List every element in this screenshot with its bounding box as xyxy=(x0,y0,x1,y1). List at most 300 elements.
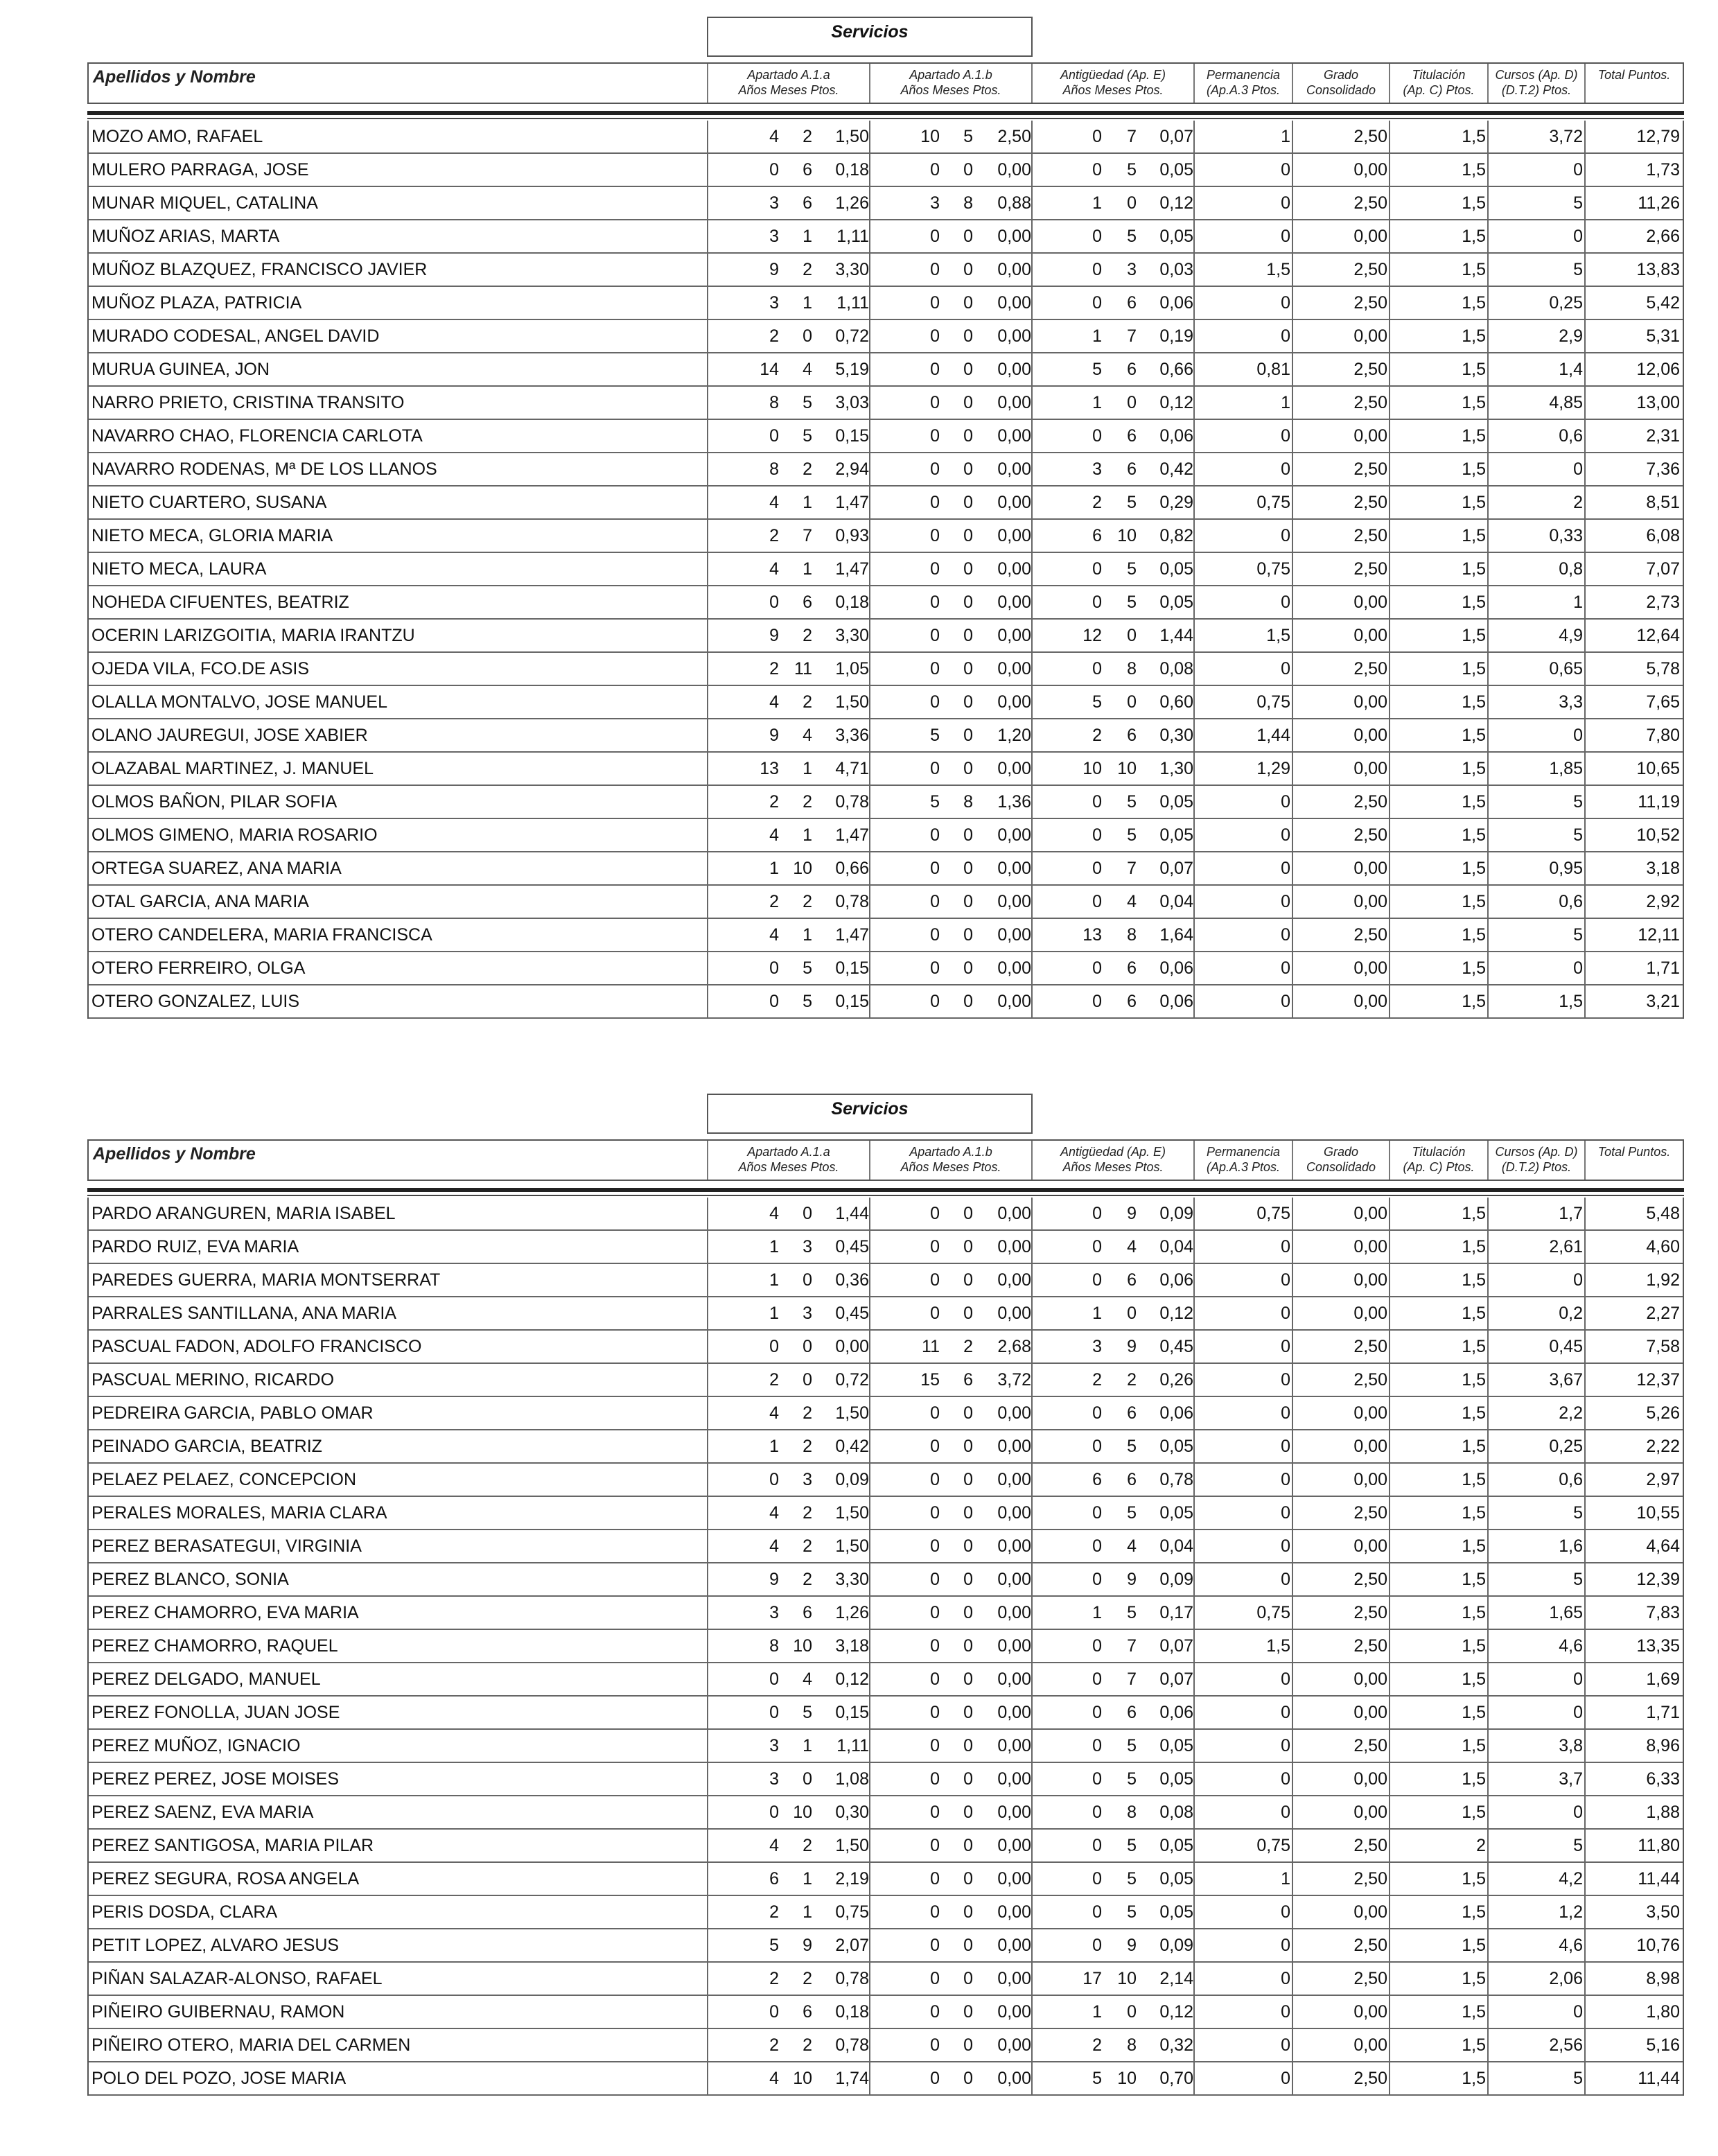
column-divider xyxy=(869,1464,870,1496)
cell-total: 5,31 xyxy=(1646,326,1680,346)
column-divider xyxy=(707,886,708,918)
column-divider xyxy=(1193,1497,1195,1529)
column-divider xyxy=(1031,520,1033,552)
cell-grado: 0,00 xyxy=(1353,859,1387,878)
cell-titulacion: 2 xyxy=(1476,1836,1486,1855)
cell-name: PARDO RUIZ, EVA MARIA xyxy=(91,1237,299,1256)
cell-a1a-months: 1 xyxy=(803,493,812,512)
cell-titulacion: 1,5 xyxy=(1462,1503,1486,1523)
cell-a1b-months: 0 xyxy=(963,1902,973,1922)
cell-total: 5,16 xyxy=(1646,2035,1680,2055)
cell-a1a-years: 1 xyxy=(769,1270,779,1290)
cell-titulacion: 1,5 xyxy=(1462,593,1486,612)
cell-cursos: 1,85 xyxy=(1549,759,1583,778)
column-header-row xyxy=(87,1139,1684,1181)
cell-grado: 2,50 xyxy=(1353,1869,1387,1888)
column-divider xyxy=(869,1530,870,1562)
table-row xyxy=(89,1896,1683,1929)
column-divider xyxy=(1584,919,1586,951)
column-divider xyxy=(1389,187,1390,219)
column-divider xyxy=(1031,852,1033,884)
cell-ant-points: 0,60 xyxy=(1159,692,1193,712)
table-row xyxy=(89,852,1683,886)
cell-cursos: 0,6 xyxy=(1559,892,1583,911)
cell-permanencia: 0,75 xyxy=(1256,692,1290,712)
cell-a1b-years: 0 xyxy=(930,859,940,878)
column-divider xyxy=(707,686,708,718)
cell-a1b-years: 10 xyxy=(920,127,940,146)
header-total: Total Puntos. xyxy=(1597,68,1671,82)
cell-a1b-months: 0 xyxy=(963,1669,973,1689)
column-divider xyxy=(1389,586,1390,618)
cell-a1b-months: 0 xyxy=(963,260,973,279)
table-row xyxy=(89,1663,1683,1697)
cell-titulacion: 1,5 xyxy=(1462,1204,1486,1223)
cell-a1b-points: 0,00 xyxy=(997,659,1031,678)
cell-a1b-points: 1,20 xyxy=(997,726,1031,745)
column-divider xyxy=(1193,187,1195,219)
cell-grado: 2,50 xyxy=(1353,659,1387,678)
cell-a1a-years: 0 xyxy=(769,160,779,179)
column-divider xyxy=(707,1597,708,1629)
cell-grado: 0,00 xyxy=(1353,1270,1387,1290)
cell-a1b-years: 0 xyxy=(930,360,940,379)
cell-a1b-months: 0 xyxy=(963,1437,973,1456)
cell-cursos: 0,33 xyxy=(1549,526,1583,545)
cell-ant-months: 4 xyxy=(1127,1237,1137,1256)
column-divider xyxy=(1487,387,1489,419)
column-divider xyxy=(869,2029,870,2061)
column-divider xyxy=(1031,1597,1033,1629)
column-divider xyxy=(1389,719,1390,751)
column-divider xyxy=(707,1397,708,1429)
cell-permanencia: 0,75 xyxy=(1256,1836,1290,1855)
cell-a1b-points: 0,00 xyxy=(997,360,1031,379)
column-divider xyxy=(1584,686,1586,718)
cell-cursos: 0 xyxy=(1573,227,1583,246)
column-divider xyxy=(1487,919,1489,951)
cell-total: 7,83 xyxy=(1646,1603,1680,1622)
column-divider xyxy=(869,1231,870,1263)
column-divider xyxy=(1487,1563,1489,1595)
table-row xyxy=(89,1231,1683,1264)
cell-grado: 2,50 xyxy=(1353,526,1387,545)
cell-a1a-points: 0,18 xyxy=(835,593,869,612)
column-divider xyxy=(1389,453,1390,485)
cell-name: NAVARRO RODENAS, Mª DE LOS LLANOS xyxy=(91,459,437,479)
column-divider xyxy=(707,553,708,585)
cell-a1a-months: 3 xyxy=(803,1237,812,1256)
cell-grado: 0,00 xyxy=(1353,2002,1387,2022)
cell-name: NAVARRO CHAO, FLORENCIA CARLOTA xyxy=(91,426,423,446)
column-divider xyxy=(1487,819,1489,851)
table-row xyxy=(89,985,1683,1019)
column-divider xyxy=(1584,1929,1586,1961)
cell-a1b-points: 0,00 xyxy=(997,958,1031,978)
cell-a1a-years: 2 xyxy=(769,792,779,812)
cell-grado: 2,50 xyxy=(1353,1736,1387,1755)
column-divider xyxy=(869,2062,870,2094)
cell-ant-months: 5 xyxy=(1127,1902,1137,1922)
cell-titulacion: 1,5 xyxy=(1462,1270,1486,1290)
table-row xyxy=(89,520,1683,553)
column-divider xyxy=(1584,1497,1586,1529)
cell-name: PARDO ARANGUREN, MARIA ISABEL xyxy=(91,1204,396,1223)
column-divider xyxy=(1292,1397,1293,1429)
cell-titulacion: 1,5 xyxy=(1462,127,1486,146)
cell-a1b-years: 0 xyxy=(930,1869,940,1888)
cell-name: PERIS DOSDA, CLARA xyxy=(91,1902,278,1922)
column-divider xyxy=(869,220,870,252)
table-row xyxy=(89,1198,1683,1231)
cell-a1b-points: 0,00 xyxy=(997,1669,1031,1689)
column-header-row xyxy=(87,62,1684,104)
cell-titulacion: 1,5 xyxy=(1462,958,1486,978)
cell-permanencia: 0 xyxy=(1281,326,1290,346)
cell-a1b-years: 0 xyxy=(930,559,940,579)
column-divider xyxy=(707,320,708,352)
cell-name: NARRO PRIETO, CRISTINA TRANSITO xyxy=(91,393,405,412)
cell-ant-months: 0 xyxy=(1127,1304,1137,1323)
column-divider xyxy=(1292,1763,1293,1795)
cell-a1b-years: 0 xyxy=(930,2069,940,2088)
cell-a1b-years: 0 xyxy=(930,1237,940,1256)
column-divider xyxy=(1031,154,1033,186)
column-divider xyxy=(1031,1364,1033,1396)
column-divider xyxy=(1193,420,1195,452)
column-divider xyxy=(1487,254,1489,286)
cell-cursos: 5 xyxy=(1573,1503,1583,1523)
column-divider xyxy=(707,520,708,552)
column-divider xyxy=(869,1597,870,1629)
cell-grado: 0,00 xyxy=(1353,1237,1387,1256)
cell-a1a-points: 1,50 xyxy=(835,692,869,712)
column-divider xyxy=(1584,453,1586,485)
column-divider xyxy=(1487,886,1489,918)
cell-grado: 2,50 xyxy=(1353,1936,1387,1955)
cell-ant-years: 0 xyxy=(1092,892,1102,911)
cell-ant-months: 5 xyxy=(1127,227,1137,246)
cell-a1b-months: 0 xyxy=(963,2002,973,2022)
cell-a1b-points: 2,68 xyxy=(997,1337,1031,1356)
column-divider xyxy=(869,553,870,585)
cell-a1a-years: 4 xyxy=(769,127,779,146)
cell-titulacion: 1,5 xyxy=(1462,1803,1486,1822)
cell-grado: 0,00 xyxy=(1353,1403,1387,1423)
cell-a1a-points: 1,11 xyxy=(836,1736,869,1755)
cell-a1a-months: 10 xyxy=(793,1636,812,1656)
cell-a1b-months: 0 xyxy=(963,293,973,313)
table-row xyxy=(89,154,1683,187)
cell-cursos: 5 xyxy=(1573,1836,1583,1855)
cell-grado: 0,00 xyxy=(1353,1803,1387,1822)
column-divider xyxy=(1193,1929,1195,1961)
cell-total: 4,64 xyxy=(1646,1536,1680,1556)
column-divider xyxy=(869,586,870,618)
cell-ant-months: 8 xyxy=(1127,2035,1137,2055)
cell-a1b-points: 0,00 xyxy=(997,2035,1031,2055)
cell-a1b-points: 0,00 xyxy=(997,1403,1031,1423)
column-divider xyxy=(1031,1231,1033,1263)
cell-permanencia: 0 xyxy=(1281,1736,1290,1755)
column-divider xyxy=(1584,1996,1586,2028)
column-divider xyxy=(1193,919,1195,951)
column-divider xyxy=(1292,786,1293,818)
cell-ant-years: 0 xyxy=(1092,1503,1102,1523)
column-divider xyxy=(869,1397,870,1429)
column-divider xyxy=(1193,1430,1195,1462)
column-divider xyxy=(1487,1231,1489,1263)
cell-name: MUÑOZ BLAZQUEZ, FRANCISCO JAVIER xyxy=(91,260,428,279)
table-row xyxy=(89,1530,1683,1563)
column-divider xyxy=(1389,520,1390,552)
column-divider xyxy=(1031,686,1033,718)
column-divider xyxy=(707,1663,708,1695)
cell-a1a-years: 9 xyxy=(769,726,779,745)
cell-name: NIETO MECA, GLORIA MARIA xyxy=(91,526,333,545)
cell-a1a-years: 13 xyxy=(760,759,779,778)
cell-ant-years: 0 xyxy=(1092,1570,1102,1589)
cell-a1a-points: 0,78 xyxy=(835,892,869,911)
cell-name: OLMOS GIMENO, MARIA ROSARIO xyxy=(91,825,378,845)
cell-a1a-points: 1,05 xyxy=(835,659,869,678)
cell-a1b-months: 0 xyxy=(963,1403,973,1423)
cell-a1b-months: 0 xyxy=(963,593,973,612)
column-divider xyxy=(1193,1464,1195,1496)
cell-a1a-points: 0,42 xyxy=(835,1437,869,1456)
cell-a1a-months: 5 xyxy=(803,958,812,978)
cell-a1a-years: 3 xyxy=(769,1603,779,1622)
column-divider xyxy=(1193,353,1195,385)
cell-cursos: 4,9 xyxy=(1559,626,1583,645)
cell-permanencia: 0 xyxy=(1281,792,1290,812)
table-row xyxy=(89,1830,1683,1863)
cell-a1b-years: 0 xyxy=(930,692,940,712)
cell-grado: 2,50 xyxy=(1353,1370,1387,1390)
cell-a1b-months: 0 xyxy=(963,459,973,479)
column-divider xyxy=(869,187,870,219)
column-divider xyxy=(1389,819,1390,851)
column-divider xyxy=(1584,653,1586,685)
cell-total: 8,96 xyxy=(1646,1736,1680,1755)
cell-a1a-years: 4 xyxy=(769,1503,779,1523)
column-divider xyxy=(869,952,870,984)
column-divider xyxy=(1389,1929,1390,1961)
cell-a1b-years: 0 xyxy=(930,1636,940,1656)
column-divider xyxy=(1193,1630,1195,1662)
cell-ant-months: 6 xyxy=(1127,1703,1137,1722)
column-divider xyxy=(869,520,870,552)
cell-cursos: 5 xyxy=(1573,193,1583,213)
column-divider xyxy=(707,387,708,419)
column-divider xyxy=(1389,320,1390,352)
column-divider xyxy=(1584,586,1586,618)
cell-a1b-years: 0 xyxy=(930,1969,940,1988)
cell-a1a-points: 0,00 xyxy=(835,1337,869,1356)
cell-a1a-years: 4 xyxy=(769,2069,779,2088)
cell-a1b-months: 8 xyxy=(963,792,973,812)
cell-a1b-years: 0 xyxy=(930,393,940,412)
header-antiguedad: Antigüedad (Ap. E) Años Meses Ptos. xyxy=(1033,64,1195,103)
column-divider xyxy=(707,420,708,452)
cell-ant-points: 0,32 xyxy=(1159,2035,1193,2055)
cell-ant-months: 6 xyxy=(1127,1270,1137,1290)
column-divider xyxy=(1487,586,1489,618)
cell-ant-points: 0,09 xyxy=(1159,1936,1193,1955)
cell-a1b-years: 0 xyxy=(930,426,940,446)
column-divider xyxy=(1292,2029,1293,2061)
column-divider xyxy=(1584,1264,1586,1296)
cell-a1a-months: 0 xyxy=(803,326,812,346)
cell-ant-points: 0,05 xyxy=(1159,1437,1193,1456)
cell-a1b-years: 0 xyxy=(930,1769,940,1789)
cell-a1b-months: 6 xyxy=(963,1370,973,1390)
cell-total: 10,76 xyxy=(1636,1936,1680,1955)
cell-a1a-years: 0 xyxy=(769,992,779,1011)
cell-total: 2,92 xyxy=(1646,892,1680,911)
column-divider xyxy=(707,753,708,785)
cell-a1a-months: 7 xyxy=(803,526,812,545)
cell-ant-years: 0 xyxy=(1092,825,1102,845)
cell-a1a-months: 2 xyxy=(803,1570,812,1589)
cell-a1b-months: 0 xyxy=(963,360,973,379)
cell-name: PEREZ CHAMORRO, RAQUEL xyxy=(91,1636,338,1656)
cell-a1b-months: 0 xyxy=(963,1304,973,1323)
cell-a1b-months: 0 xyxy=(963,1237,973,1256)
cell-permanencia: 0,75 xyxy=(1256,1603,1290,1622)
column-divider xyxy=(1487,620,1489,651)
column-divider xyxy=(1584,952,1586,984)
table-row xyxy=(89,1331,1683,1364)
cell-ant-points: 0,06 xyxy=(1159,426,1193,446)
cell-a1a-points: 0,15 xyxy=(835,992,869,1011)
column-divider xyxy=(1193,719,1195,751)
cell-a1b-years: 15 xyxy=(920,1370,940,1390)
cell-a1b-years: 3 xyxy=(930,193,940,213)
cell-a1a-years: 2 xyxy=(769,526,779,545)
cell-a1a-years: 2 xyxy=(769,2035,779,2055)
column-divider xyxy=(1389,786,1390,818)
cell-a1a-years: 3 xyxy=(769,1736,779,1755)
table-row xyxy=(89,1630,1683,1663)
table-row xyxy=(89,387,1683,420)
cell-a1a-months: 1 xyxy=(803,759,812,778)
cell-a1a-years: 2 xyxy=(769,1370,779,1390)
cell-name: OCERIN LARIZGOITIA, MARIA IRANTZU xyxy=(91,626,415,645)
table-row xyxy=(89,786,1683,819)
column-divider xyxy=(1389,753,1390,785)
column-divider xyxy=(1487,1763,1489,1795)
cell-ant-months: 5 xyxy=(1127,1503,1137,1523)
cell-ant-years: 0 xyxy=(1092,1237,1102,1256)
column-divider xyxy=(1193,2062,1195,2094)
cell-titulacion: 1,5 xyxy=(1462,892,1486,911)
cell-ant-points: 0,05 xyxy=(1159,1769,1193,1789)
table-row xyxy=(89,686,1683,719)
cell-cursos: 0 xyxy=(1573,1803,1583,1822)
table-row xyxy=(89,1297,1683,1331)
column-divider xyxy=(707,1697,708,1728)
column-divider xyxy=(1292,1929,1293,1961)
column-divider xyxy=(1487,1697,1489,1728)
cell-a1b-years: 0 xyxy=(930,526,940,545)
cell-a1b-points: 0,00 xyxy=(997,1803,1031,1822)
column-divider xyxy=(1487,686,1489,718)
table-row xyxy=(89,187,1683,220)
cell-grado: 0,00 xyxy=(1353,992,1387,1011)
column-divider xyxy=(869,620,870,651)
cell-total: 5,48 xyxy=(1646,1204,1680,1223)
cell-titulacion: 1,5 xyxy=(1462,1969,1486,1988)
cell-cursos: 5 xyxy=(1573,1570,1583,1589)
cell-a1a-years: 8 xyxy=(769,393,779,412)
cell-titulacion: 1,5 xyxy=(1462,1736,1486,1755)
cell-titulacion: 1,5 xyxy=(1462,1636,1486,1656)
column-divider xyxy=(1584,1896,1586,1928)
cell-ant-years: 0 xyxy=(1092,792,1102,812)
cell-titulacion: 1,5 xyxy=(1462,1570,1486,1589)
column-divider xyxy=(1292,586,1293,618)
cell-titulacion: 1,5 xyxy=(1462,792,1486,812)
cell-total: 2,27 xyxy=(1646,1304,1680,1323)
data-rows xyxy=(87,1198,1684,2096)
column-divider xyxy=(1487,653,1489,685)
cell-a1a-months: 1 xyxy=(803,227,812,246)
cell-ant-months: 0 xyxy=(1127,692,1137,712)
column-divider xyxy=(1584,121,1586,152)
cell-grado: 2,50 xyxy=(1353,1969,1387,1988)
column-divider xyxy=(1193,254,1195,286)
cell-name: PEREZ MUÑOZ, IGNACIO xyxy=(91,1736,301,1755)
cell-a1a-points: 3,18 xyxy=(835,1636,869,1656)
cell-a1a-points: 0,93 xyxy=(835,526,869,545)
cell-ant-points: 0,06 xyxy=(1159,1403,1193,1423)
column-divider xyxy=(1031,786,1033,818)
cell-grado: 2,50 xyxy=(1353,127,1387,146)
cell-ant-years: 5 xyxy=(1092,360,1102,379)
cell-ant-months: 5 xyxy=(1127,1769,1137,1789)
header-permanencia: Permanencia (Ap.A.3 Ptos. xyxy=(1195,1141,1293,1180)
cell-a1a-years: 4 xyxy=(769,1536,779,1556)
column-divider xyxy=(1487,1430,1489,1462)
column-divider xyxy=(1031,985,1033,1017)
column-divider xyxy=(1031,620,1033,651)
column-divider xyxy=(1389,1830,1390,1861)
column-divider xyxy=(1487,520,1489,552)
column-divider xyxy=(1031,1198,1033,1229)
column-divider xyxy=(1292,686,1293,718)
table-row xyxy=(89,1397,1683,1430)
cell-ant-years: 0 xyxy=(1092,1669,1102,1689)
column-divider xyxy=(1193,1963,1195,1995)
cell-titulacion: 1,5 xyxy=(1462,526,1486,545)
column-divider xyxy=(1584,1397,1586,1429)
cell-ant-months: 7 xyxy=(1127,1636,1137,1656)
cell-ant-months: 10 xyxy=(1117,526,1137,545)
cell-permanencia: 0 xyxy=(1281,659,1290,678)
column-divider xyxy=(1031,1397,1033,1429)
column-divider xyxy=(1389,952,1390,984)
column-divider xyxy=(707,852,708,884)
cell-grado: 0,00 xyxy=(1353,426,1387,446)
cell-name: PEREZ SANTIGOSA, MARIA PILAR xyxy=(91,1836,374,1855)
column-divider xyxy=(1584,1763,1586,1795)
column-divider xyxy=(1292,985,1293,1017)
column-divider xyxy=(707,1331,708,1362)
cell-a1b-months: 0 xyxy=(963,1869,973,1888)
cell-a1b-years: 0 xyxy=(930,1902,940,1922)
cell-a1a-points: 0,15 xyxy=(835,426,869,446)
